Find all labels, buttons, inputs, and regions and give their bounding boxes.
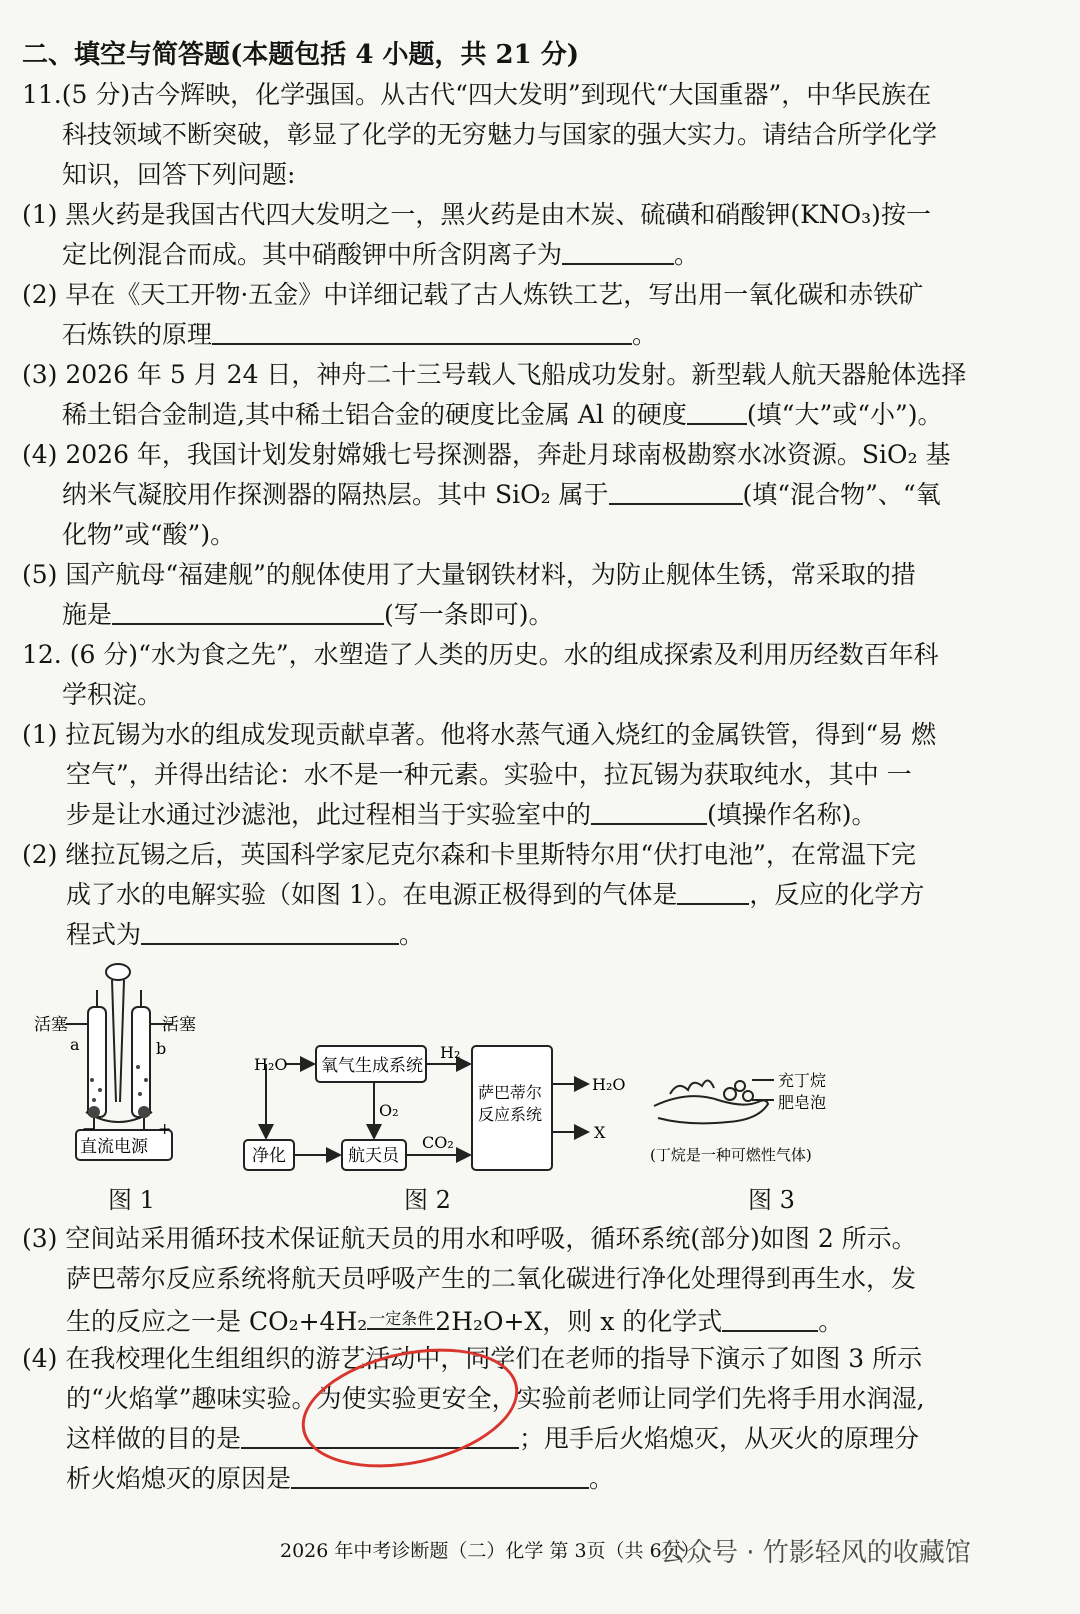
label-stopcock-right: 活塞 <box>162 1015 196 1035</box>
q11-part3-line2 <box>62 398 943 432</box>
q12-part3-line3 <box>66 1302 843 1339</box>
q12-part2-end2: 。 <box>399 920 425 949</box>
label-minus: − <box>82 1119 96 1138</box>
q12-part3-end: 。 <box>818 1307 844 1336</box>
box-purify: 净化 <box>252 1146 286 1166</box>
label-b: b <box>156 1039 167 1058</box>
reaction-condition: 一定条件 <box>369 1309 434 1328</box>
q12-part3-text2: 2H₂O+X，则 x 的化学式 <box>435 1307 723 1336</box>
q12-line2: 学积淀。 <box>62 680 163 709</box>
q11-line2: 科技领域不断突破，彰显了化学的无穷魅力与国家的强大实力。请结合所学化学 <box>62 120 938 149</box>
q11-part1-end: 。 <box>674 240 700 269</box>
q11-part5-line2 <box>62 598 554 632</box>
q11-part1-text: 定比例混合而成。其中硝酸钾中所含阴离子为 <box>62 240 563 269</box>
q12-part3-text: 生的反应之一是 CO₂+4H₂ <box>66 1307 368 1336</box>
q11-part1-line2 <box>62 238 699 272</box>
q12-line1: 12. (6 分)“水为食之先”，水塑造了人类的历史。水的组成探索及利用历经数百年科 <box>22 640 939 669</box>
answer-blank[interactable] <box>591 801 707 825</box>
label-h2o-out: H₂O <box>592 1075 626 1094</box>
label-h2o-in: H₂O <box>254 1055 288 1074</box>
answer-blank[interactable] <box>212 321 632 345</box>
q12-part2-text2: 程式为 <box>66 920 142 949</box>
q12-part1-line3 <box>66 798 877 832</box>
answer-blank[interactable] <box>687 401 747 425</box>
answer-blank[interactable] <box>677 881 749 905</box>
q11-part4-line3: 化物”或“酸”)。 <box>62 520 236 549</box>
q11-part3-text: 稀土铝合金制造,其中稀土铝合金的硬度比金属 Al 的硬度 <box>62 400 687 429</box>
figure-3-caption: 图 3 <box>748 1186 795 1214</box>
q12-part2-line2 <box>66 878 924 912</box>
q12-part4-line2: 的“火焰掌”趣味实验。为使实验更安全，实验前老师让同学们先将手用水润湿, <box>66 1384 925 1413</box>
q12-part4-line4 <box>66 1462 614 1496</box>
q11-part4-line2 <box>62 478 941 512</box>
label-dc-power: 直流电源 <box>80 1137 148 1157</box>
q11-part2-line1: (2) 早在《天工开物·五金》中详细记载了古人炼铁工艺，写出用一氧化碳和赤铁矿 <box>22 280 924 309</box>
figure-1-caption: 图 1 <box>108 1186 155 1214</box>
answer-blank[interactable] <box>112 601 384 625</box>
answer-blank[interactable] <box>141 921 399 945</box>
q12-part4-end: ；甩手后火焰熄灭，从灭火的原理分 <box>519 1424 920 1453</box>
q11-line1: 11.(5 分)古今辉映，化学强国。从古代“四大发明”到现代“大国重器”，中华民族在 <box>22 80 932 109</box>
note-butane: (丁烷是一种可燃性气体) <box>650 1146 812 1164</box>
q12-part4-text2: 析火焰熄灭的原因是 <box>66 1464 292 1493</box>
box-oxygen-system: 氧气生成系统 <box>321 1056 423 1076</box>
section-title: 二、填空与简答题(本题包括 4 小题，共 21 分) <box>22 40 580 70</box>
label-h2: H₂ <box>440 1043 461 1062</box>
answer-blank[interactable] <box>291 1465 589 1489</box>
q11-part2-end: 。 <box>632 320 658 349</box>
label-x-out: X <box>594 1123 606 1142</box>
q12-part4-line1: (4) 在我校理化生组组织的游艺活动中，同学们在老师的指导下演示了如图 3 所示 <box>22 1344 923 1373</box>
q12-part4-text: 这样做的目的是 <box>66 1424 242 1453</box>
q12-part1-line1: (1) 拉瓦锡为水的组成发现贡献卓著。他将水蒸气通入烧红的金属铁管，得到“易 燃 <box>22 720 937 749</box>
box-sabatier-line2: 反应系统 <box>478 1105 543 1124</box>
figure-2-circulation <box>240 1040 630 1180</box>
q12-part2-line3 <box>66 918 424 952</box>
q11-part4-text: 纳米气凝胶用作探测器的隔热层。其中 SiO₂ 属于 <box>62 480 609 509</box>
figure-1-electrolysis <box>30 962 220 1172</box>
q11-part4-line1: (4) 2026 年，我国计划发射嫦娥七号探测器，奔赴月球南极勘察水冰资源。SiO₂ 基 <box>22 440 951 469</box>
answer-blank[interactable] <box>722 1308 818 1332</box>
q12-part3-line1: (3) 空间站采用循环技术保证航天员的用水和呼吸，循环系统(部分)如图 2 所示。 <box>22 1224 917 1253</box>
box-astronaut: 航天员 <box>348 1146 399 1166</box>
label-stopcock-left: 活塞 <box>34 1015 68 1035</box>
label-a: a <box>70 1035 80 1054</box>
q11-part4-end: (填“混合物”、“氧 <box>742 480 941 509</box>
watermark: 公众号 · 竹影轻风的收藏馆 <box>660 1538 971 1568</box>
q11-line3: 知识，回答下列问题: <box>62 160 296 189</box>
q12-part2-end: ，反应的化学方 <box>749 880 925 909</box>
label-butane: 充丁烷 <box>778 1071 827 1090</box>
q12-part1-line2: 空气”，并得出结论：水不是一种元素。实验中，拉瓦锡为获取纯水，其中 一 <box>66 760 912 789</box>
q11-part5-line1: (5) 国产航母“福建舰”的舰体使用了大量钢铁材料，为防止舰体生锈，常采取的措 <box>22 560 916 589</box>
box-sabatier-line1: 萨巴蒂尔 <box>478 1083 543 1102</box>
label-plus: + <box>158 1119 172 1138</box>
label-co2: CO₂ <box>422 1133 454 1152</box>
answer-blank[interactable] <box>609 481 743 505</box>
answer-blank[interactable] <box>562 241 674 265</box>
q11-part1-line1: (1) 黑火药是我国古代四大发明之一，黑火药是由木炭、硫磺和硝酸钾(KNO₃)按一 <box>22 200 931 229</box>
q12-part2-line1: (2) 继拉瓦锡之后，英国科学家尼克尔森和卡里斯特尔用“伏打电池”，在常温下完 <box>22 840 916 869</box>
q12-part1-text: 步是让水通过沙滤池，此过程相当于实验室中的 <box>66 800 592 829</box>
q12-part3-line2: 萨巴蒂尔反应系统将航天员呼吸产生的二氧化碳进行净化处理得到再生水，发 <box>66 1264 917 1293</box>
q12-part2-text: 成了水的电解实验（如图 1）。在电源正极得到的气体是 <box>66 880 678 909</box>
q11-part3-end: (填“大”或“小”)。 <box>746 400 943 429</box>
q12-part1-end: (填操作名称)。 <box>707 800 877 829</box>
page-footer: 2026 年中考诊断题（二）化学 第 3页（共 6页） <box>280 1540 700 1562</box>
figure-3-flame-palm <box>648 1060 848 1170</box>
q11-part5-end: (写一条即可)。 <box>384 600 554 629</box>
q11-part2-line2 <box>62 318 657 352</box>
q12-part4-end2: 。 <box>589 1464 615 1493</box>
label-soap-bubble: 肥皂泡 <box>778 1093 827 1112</box>
figure-2-caption: 图 2 <box>404 1186 451 1214</box>
label-o2: O₂ <box>379 1101 399 1120</box>
q11-part3-line1: (3) 2026 年 5 月 24 日，神舟二十三号载人飞船成功发射。新型载人航天器舱体选择 <box>22 360 967 389</box>
q11-part5-text: 施是 <box>62 600 113 629</box>
q11-part2-text: 石炼铁的原理 <box>62 320 213 349</box>
